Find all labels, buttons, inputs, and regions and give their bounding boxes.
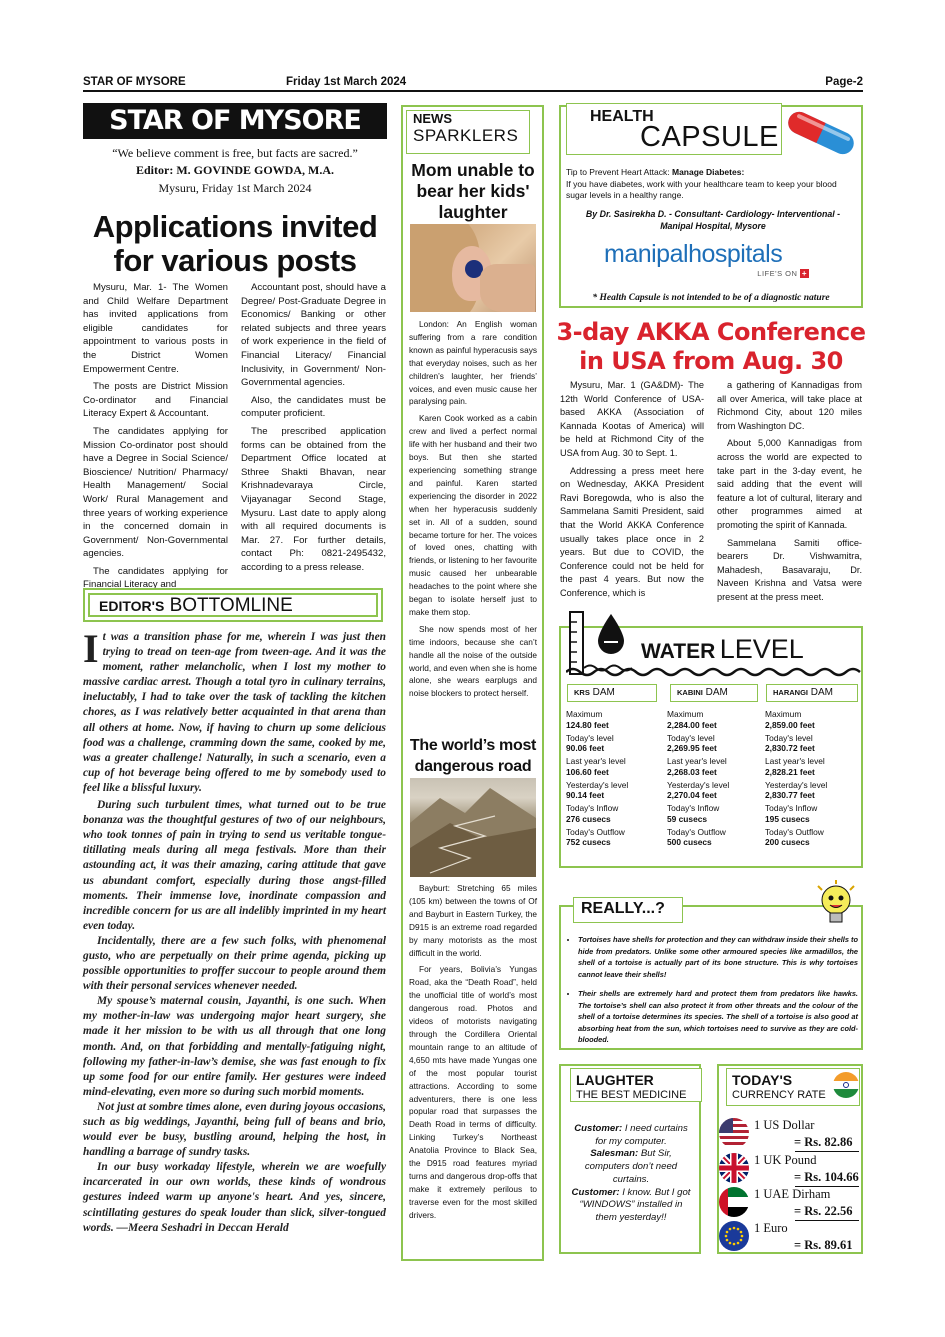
editorial-paragraph: Not just at sombre times alone, even during joyous occasions, such as big weddings, Jayanthi, being full of beans and brio, would ever be busy, bustling around, helping the host, in handling a barrage of sundry tasks. xyxy=(83,1100,386,1159)
mountain-road-image xyxy=(410,778,536,877)
dam-field-label: Yesterday's level xyxy=(765,779,828,790)
dam-field-value: 2,830.72 feet xyxy=(765,743,815,753)
dam-field-value: 90.06 feet xyxy=(566,743,605,753)
story2-headline: The world’s most dangerous road xyxy=(409,737,537,775)
dam-field-value: 276 cusecs xyxy=(566,813,611,824)
lead-paragraph: The prescribed application forms can be obtained from the Department Office located at Sthree Shakti Bhavan, near Krishnadevaraya Circle, Vijayanagar Second Stage, Mysuru. Last date to apply along with all required documents is Mar. 27. For further details, contact Ph: 0821-2495432, according to a press release. xyxy=(241,425,386,573)
lead-headline-line2: for various posts xyxy=(113,243,357,278)
editorial-dropcap: I xyxy=(83,626,99,671)
lead-paragraph: The posts are District Mission Co-ordinator and Financial Literacy Expert & Accountant. xyxy=(83,381,228,420)
health-disclaimer: * Health Capsule is not intended to be of a diagnostic nature xyxy=(592,293,830,303)
laughter-text xyxy=(568,1123,694,1225)
story1-paragraph: London: An English woman suffering from a rare condition known as painful hyperacusis says that everyday noises, such as her children’s laughter, her friends’ voices, and even music cause her paralysing pain. xyxy=(409,319,537,407)
really-fact: • Tortoises have shells for protection and they can withdraw inside their shells to hide from predators. Unlike some other armoured species like armadillos, the shell of a tortoise is actually part of its bone structure. This is why tortoises cannot leave their shells! xyxy=(578,934,858,980)
editorial-paragraph: In our busy workaday lifestyle, wherein we are woefully incarcerated in our own worlds, these kinds of wondrous gestures indeed warm up anyone's heart. And yes, sincere, scintillating gestures do speak louder than slick, silver-tongued words. —Meera Seshadri in Deccan Herald xyxy=(83,1161,386,1234)
currency-underline xyxy=(795,1220,859,1221)
masthead-dateline: Mysuru, Friday 1st March 2024 xyxy=(158,181,312,195)
currency-value: = Rs. 82.86 xyxy=(794,1135,853,1149)
currency-rate xyxy=(754,1153,859,1184)
laughter-speaker: Customer: xyxy=(574,1123,625,1134)
laughter-speech: But Sir, computers don’t need curtains. xyxy=(584,1148,678,1185)
laughter-speech: I know. But I got “WINDOWS” installed in them yesterday!! xyxy=(579,1186,691,1223)
dam-suffix: DAM xyxy=(808,687,833,698)
currency-unit: 1 UAE Dirham xyxy=(754,1187,831,1201)
akka-text-right xyxy=(717,379,862,609)
editorial-body xyxy=(83,626,386,1236)
laughter-speech: I need curtains for my computer. xyxy=(595,1123,688,1147)
dam-column-harangi xyxy=(765,709,857,850)
manipal-logo-word1: manipal xyxy=(604,240,689,268)
dam-suffix: DAM xyxy=(589,687,615,698)
us-flag-icon xyxy=(719,1118,749,1148)
dam-label-kabini xyxy=(670,684,758,702)
really-label: REALLY...? xyxy=(581,900,665,917)
dam-field-label: Yesterday's level xyxy=(566,779,629,790)
dam-field-label: Last year's level xyxy=(667,756,727,766)
health-tip-title: Manage Diabetes: xyxy=(672,167,745,177)
lead-headline-line1: Applications invited xyxy=(92,209,378,244)
akka-paragraph: a gathering of Kannadigas from all over America, will take place at Richmond City, about 120 miles from Washington DC. xyxy=(717,380,862,431)
header-page-number: Page-2 xyxy=(825,76,863,88)
currency-value: = Rs. 89.61 xyxy=(794,1238,853,1252)
masthead-banner: STAR OF MYSORE xyxy=(83,103,387,139)
sparklers-label xyxy=(413,111,518,146)
story1-headline: Mom unable to bear her kids' laughter xyxy=(411,160,535,222)
currency-rate xyxy=(754,1118,853,1149)
water-wave xyxy=(566,665,862,679)
akka-headline-line1: 3-day AKKA Conference xyxy=(556,318,866,346)
running-header xyxy=(83,76,863,92)
laughter-label-bold: LAUGHTER xyxy=(576,1072,654,1088)
lead-paragraph: Mysuru, Mar. 1- The Women and Child Welfare Department has invited applications from eligible candidates for appointment to various posts in the District Women Empowerment Centre. xyxy=(83,282,228,375)
story1-paragraph: She now spends most of her time indoors, because she can’t handle all the noise of the outside world, and even when she is home alone, she wears earplugs and noise blockers to protect herself. xyxy=(409,623,537,699)
dam-field-value: 752 cusecs xyxy=(566,837,611,847)
dam-field-value: 2,284.00 feet xyxy=(667,719,717,730)
dam-field-value: 200 cusecs xyxy=(765,837,810,847)
header-date: Friday 1st March 2024 xyxy=(286,76,407,88)
dam-field-value: 124.80 feet xyxy=(566,719,609,730)
health-tip-body: If you have diabetes, work with your healthcare team to keep your blood sugar levels in a healthy range. xyxy=(566,178,837,200)
dam-field-value: 195 cusecs xyxy=(765,813,810,824)
dam-field-label: Last year's level xyxy=(765,756,825,766)
dam-field-label: Last year's level xyxy=(566,756,626,766)
editorial-paragraph: During such turbulent times, what turned out to be true bonanza was the thoughtful gestures of two of our neighbours, who took tonnes of pain in trying to send us veritable tongue-titillating meals during all mega festivals. More than their astounding act, it was their amazing, caring attitude that gave us abundant comfort, especially during those angst-filled moments. Their immense love, inordinate compassion and incredible concern for us are all indelibly imprinted in my heart even today. xyxy=(83,799,386,932)
currency-unit: 1 Euro xyxy=(754,1221,788,1235)
dam-field-value: 90.14 feet xyxy=(566,790,605,800)
dam-field-value: 2,270.04 feet xyxy=(667,790,717,800)
india-flag-icon xyxy=(833,1072,859,1098)
manipal-logo-tag: LIFE'S ON xyxy=(757,269,798,278)
laughter-label-light: THE BEST MEDICINE xyxy=(576,1089,687,1101)
masthead-editor: Editor: M. GOVINDE GOWDA, M.A. xyxy=(136,163,334,177)
laughter-line xyxy=(568,1123,694,1148)
currency-rate xyxy=(754,1221,853,1252)
story2-photo xyxy=(410,778,536,877)
dam-field-label: Today's level xyxy=(765,732,813,743)
editorial-first-para: t was a transition phase for me, wherein I was just then trying to tread on teen-age from tween-age. And it was the moment, rather melancholic, when I lost my mother to massive cardiac arrest. Though a total tyro in culinary terrains, ineluctably, I had to take over the task of tackling the kitchen chores, as I was relatively better acquainted in that arena than all others at home. Now, if having to churn up some delicious food was a challenge, cramming down the same, cooked by me, was a greater challenge! Naturally, in such a scenario, even a cup of hot beverage being offered to me by somebody used to feel like a blissful luxury. xyxy=(83,631,386,794)
dam-suffix: DAM xyxy=(702,687,728,698)
pill-icon xyxy=(780,110,862,156)
laughter-speaker: Customer: xyxy=(571,1186,623,1198)
dam-field-value: 106.60 feet xyxy=(566,766,609,777)
dam-field-value: 2,828.21 feet xyxy=(765,766,815,777)
currency-unit: 1 US Dollar xyxy=(754,1118,815,1132)
editorial-label-light: BOTTOMLINE xyxy=(169,595,293,616)
editorial-label-bold: EDITOR'S xyxy=(99,598,165,614)
dam-field-label: Maximum xyxy=(765,709,802,719)
manipal-logo-word2: hospitals xyxy=(688,240,783,268)
water-label-bold: WATER xyxy=(641,640,716,663)
sparklers-label-light: SPARKLERS xyxy=(413,126,519,145)
lead-paragraph: Also, the candidates must be computer proficient. xyxy=(241,394,386,420)
story2-paragraph: For years, Bolivia’s Yungas Road, aka the “Death Road”, held the unofficial title of world’s most dangerous road. Photos and videos of motorists navigating through the Cordillera Oriental mountain range to an altitude of 4,650 mts have made Yungas one of the most popular tourist attractions. According to some adventurers, there is one less popular road that surpasses the Death Road in terms of difficulty. Linking Turkey’s Northeast Anatolia Province to Black Sea, the D915 road features myriad turns and dangerous drop-offs that make it extremely perilous to traverse even for the most skilled drivers. xyxy=(409,964,537,1220)
health-label-bold: HEALTH xyxy=(590,108,654,125)
laughter-speaker: Salesman: xyxy=(590,1148,641,1160)
dam-label-harangi xyxy=(766,684,858,702)
uae-flag-icon xyxy=(719,1187,749,1217)
sparklers-label-bold: NEWS xyxy=(413,111,452,126)
dam-label-krs xyxy=(567,684,657,702)
dam-code: KABINI xyxy=(677,688,703,697)
laughter-line xyxy=(568,1187,694,1225)
lead-paragraph: Accountant post, should have a Degree/ Post-Graduate Degree in Economics/ Banking or other related subjects and three years of work experience in the field of Financial Literacy/ Financial Inclusivity, in Government/ Non-Governmental agencies. xyxy=(241,282,386,389)
health-tip-prefix: Tip to Prevent Heart Attack: xyxy=(566,167,670,177)
editorial-paragraph: My spouse’s maternal cousin, Jayanthi, is one such. When my mother-in-law was undergoing major heart surgery, she made it her mission to be with us all through that one long month. And, on that forbidding and mentally-fatiguing night, following my father-in-law’s demise, she was fast enough to fix up some food for our entire family. Her gestures were indeed mind-elevating, even more so during such morbid moments. xyxy=(83,995,386,1098)
dam-field-label: Yesterday's level xyxy=(667,779,730,790)
currency-rate xyxy=(754,1187,853,1218)
dam-field-value: 2,269.95 feet xyxy=(667,743,717,753)
dam-field-label: Maximum xyxy=(566,709,603,719)
dam-field-label: Today's Inflow xyxy=(667,803,720,813)
health-label-light: CAPSULE xyxy=(640,121,779,153)
dam-field-label: Today's Outflow xyxy=(667,826,726,837)
health-byline: By Dr. Sasirekha D. - Consultant- Cardiology- Interventional - Manipal Hospital, Mysore xyxy=(585,209,841,231)
akka-headline xyxy=(555,318,867,376)
dam-field-label: Today's Outflow xyxy=(765,826,824,837)
uk-flag-icon xyxy=(719,1153,749,1183)
dam-field-value: 59 cusecs xyxy=(667,813,708,824)
dam-field-label: Today's Outflow xyxy=(566,826,625,837)
dam-field-label: Today's level xyxy=(566,732,614,743)
water-label xyxy=(637,634,808,665)
dam-field-label: Maximum xyxy=(667,709,704,719)
dam-column-kabini xyxy=(667,709,759,850)
editorial-paragraph: Incidentally, there are a few such folks, with phenomenal gusto, who are perpetually on their prime agenda, picking up possible opportunities to proffer succour to people around them with their personal services whenever needed. xyxy=(83,934,386,993)
really-facts xyxy=(564,934,858,1054)
dam-column-krs xyxy=(566,709,658,850)
story1-paragraph: Karen Cook worked as a cabin crew and lived a perfect normal life with her husband and their two boys. But then she started experiencing something strange and painful. Karen started experiencing the disorder in 2022 when her hyperacusis suddenly set in. All of a sudden, sound became torture for her. The voices of loved ones, chatting with friends, or listening to her favourite music caused her unbearable headaches to the point where she began to isolate herself just to make them stop. xyxy=(409,413,537,617)
currency-unit: 1 UK Pound xyxy=(754,1153,817,1167)
editorial-label xyxy=(99,595,293,617)
currency-value: = Rs. 22.56 xyxy=(794,1204,853,1218)
story1-text xyxy=(409,318,537,704)
currency-underline xyxy=(795,1151,859,1152)
dam-field-value: 500 cusecs xyxy=(667,837,712,847)
story2-paragraph: Bayburt: Stretching 65 miles (105 km) between the towns of Of and Bayburt in Eastern Turkey, the D915 is an extreme road regarded by many motorists as the most difficult in the world. xyxy=(409,883,537,958)
dam-field-label: Today's Inflow xyxy=(765,803,818,813)
dam-field-value: 2,859.00 feet xyxy=(765,719,815,730)
akka-paragraph: Mysuru, Mar. 1 (GA&DM)- The 12th World Conference of USA-based AKKA (Association of Kannada Kootas of America) will be held at Richmond City of the USA from Aug. 30 to Sept. 1. xyxy=(560,380,704,458)
dam-code: KRS xyxy=(574,688,590,697)
plus-icon: + xyxy=(801,269,808,278)
akka-paragraph: About 5,000 Kannadigas from across the world are expected to take part in the 3-day event, he said adding that the event will feature a lot of cultural, literary and other programmes aimed at promoting the spirit of Kannada. xyxy=(717,438,862,530)
currency-label-bold: TODAY'S xyxy=(732,1072,793,1088)
really-fact: • Their shells are extremely hard and protect them from predators like hawks. The tortoise’s shell can also protect it from other threats and the colour of the shell of a tortoise determines its species. The shell of a tortoise is also good at absorbing heat from the sun, which tortoises need to survive as they are cold-blooded. xyxy=(578,988,858,1046)
dam-field-label: Today's Inflow xyxy=(566,803,619,813)
currency-value: = Rs. 104.66 xyxy=(794,1170,859,1184)
dam-field-value: 2,268.03 feet xyxy=(667,766,717,777)
bulb-icon xyxy=(812,880,860,928)
laughter-line xyxy=(568,1148,694,1186)
akka-text-left xyxy=(560,379,704,605)
akka-paragraph: Sammelana Samiti office-bearers Dr. Vishwamitra, Mahadesh, Basavaraju, Dr. Naveen Krishna and Vatsa were present at the press meet. xyxy=(717,537,862,602)
lead-paragraph: The candidates applying for Financial Literacy and xyxy=(83,565,228,591)
currency-label-light: CURRENCY RATE xyxy=(732,1089,826,1101)
akka-paragraph: Addressing a press meet here on Wednesday, AKKA President Ravi Boregowda, who is also the Sammelana Samiti President, said that the World AKKA Conference usually takes place once in 2 years. But due to COVID, the Conference could not be held for the past 4 years. But now the Conference, which is xyxy=(560,465,704,598)
dam-code: HARANGI xyxy=(773,688,808,697)
masthead-motto: “We believe comment is free, but facts are sacred.” xyxy=(112,146,358,160)
health-tip xyxy=(566,167,858,202)
story1-photo xyxy=(410,224,536,312)
manipal-logo xyxy=(604,240,814,284)
akka-headline-line2: in USA from Aug. 30 xyxy=(579,347,843,375)
dam-field-label: Today's level xyxy=(667,732,715,743)
dam-field-value: 2,830.77 feet xyxy=(765,790,815,800)
lead-text-right xyxy=(241,281,386,578)
story2-text xyxy=(409,882,537,1226)
water-label-light: LEVEL xyxy=(719,634,804,664)
lead-paragraph: The candidates applying for Mission Co-ordinator post should have a Degree in Social Science/ Bioscience/ Nutrition/ Pharmacy/ Health Management/ Social Work/ Rural Management and three years of working experience in the concerned domain in Government/ Non-Governmental agencies. xyxy=(83,425,228,560)
lead-headline xyxy=(80,210,390,278)
eu-flag-icon xyxy=(719,1221,749,1251)
lead-text-left xyxy=(83,281,228,596)
header-paper-name: STAR OF MYSORE xyxy=(83,76,186,88)
